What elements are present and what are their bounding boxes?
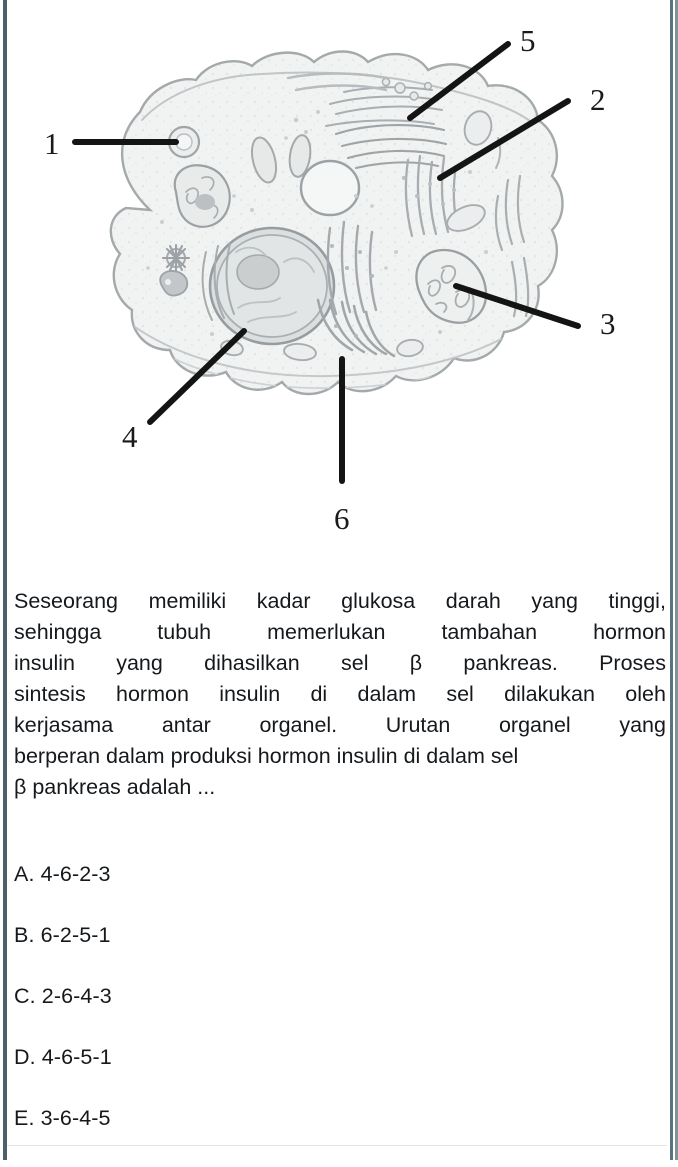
question-word: insulin — [219, 682, 281, 706]
option-a-label: A. 4-6-2-3 — [14, 862, 111, 886]
question-word: hormon — [593, 620, 666, 644]
question-line — [14, 617, 666, 648]
centriole-organelle — [163, 245, 189, 271]
question-word: β — [409, 651, 423, 675]
callout-number-6: 6 — [334, 501, 350, 536]
option-a[interactable] — [14, 862, 654, 923]
question-line: β pankreas adalah ... — [14, 775, 216, 799]
question-word: insulin — [14, 651, 75, 675]
question-word: Urutan — [385, 713, 451, 737]
option-d[interactable] — [14, 1045, 654, 1106]
nucleus-organelle — [210, 228, 334, 344]
question-word: organel. — [259, 713, 338, 737]
question-word: yang — [116, 651, 163, 675]
question-word: kerjasama — [14, 713, 114, 737]
bottom-divider — [7, 1145, 667, 1146]
question-word: Proses — [599, 651, 666, 675]
question-line — [14, 648, 666, 679]
question-line — [14, 679, 666, 710]
question-line — [14, 710, 666, 741]
option-e[interactable] — [14, 1106, 654, 1167]
mitochondrion-left — [175, 165, 230, 227]
question-word: sintesis — [14, 682, 86, 706]
callout-number-5: 5 — [520, 23, 536, 58]
question-line — [14, 586, 666, 617]
question-word: sel — [341, 651, 369, 675]
question-word: memiliki — [148, 589, 227, 613]
callout-number-4: 4 — [122, 419, 138, 454]
option-e-label: E. 3-6-4-5 — [14, 1106, 111, 1130]
answer-options — [14, 862, 654, 1167]
option-b[interactable] — [14, 923, 654, 984]
cell-diagram-figure — [0, 0, 678, 560]
option-d-label: D. 4-6-5-1 — [14, 1045, 112, 1069]
question-word: tinggi, — [608, 589, 666, 613]
question-word: sehingga — [14, 620, 102, 644]
question-word: antar — [161, 713, 211, 737]
question-word: oleh — [625, 682, 666, 706]
vacuole-organelle — [301, 161, 359, 215]
option-b-label: B. 6-2-5-1 — [14, 923, 111, 947]
callout-number-3: 3 — [600, 306, 616, 341]
question-word: kadar — [256, 589, 311, 613]
question-text — [14, 586, 666, 803]
animal-cell-illustration — [0, 0, 678, 560]
question-word: tubuh — [157, 620, 212, 644]
question-line: berperan dalam produksi hormon insulin di dalam sel — [14, 744, 519, 768]
question-word: hormon — [116, 682, 189, 706]
question-word: tambahan — [441, 620, 538, 644]
question-word: dalam — [357, 682, 417, 706]
option-c-label: C. 2-6-4-3 — [14, 984, 112, 1008]
callout-number-1: 1 — [44, 126, 60, 161]
question-word: darah — [445, 589, 501, 613]
question-word: Seseorang — [14, 589, 118, 613]
question-word: organel — [498, 713, 571, 737]
question-word: di — [310, 682, 328, 706]
option-c[interactable] — [14, 984, 654, 1045]
question-word: dilakukan — [504, 682, 595, 706]
question-word: memerlukan — [267, 620, 386, 644]
callout-number-2: 2 — [590, 82, 606, 117]
question-word: yang — [619, 713, 666, 737]
question-word: dihasilkan — [204, 651, 300, 675]
question-word: sel — [446, 682, 474, 706]
question-word: glukosa — [341, 589, 416, 613]
question-word: yang — [531, 589, 578, 613]
question-word: pankreas. — [463, 651, 558, 675]
